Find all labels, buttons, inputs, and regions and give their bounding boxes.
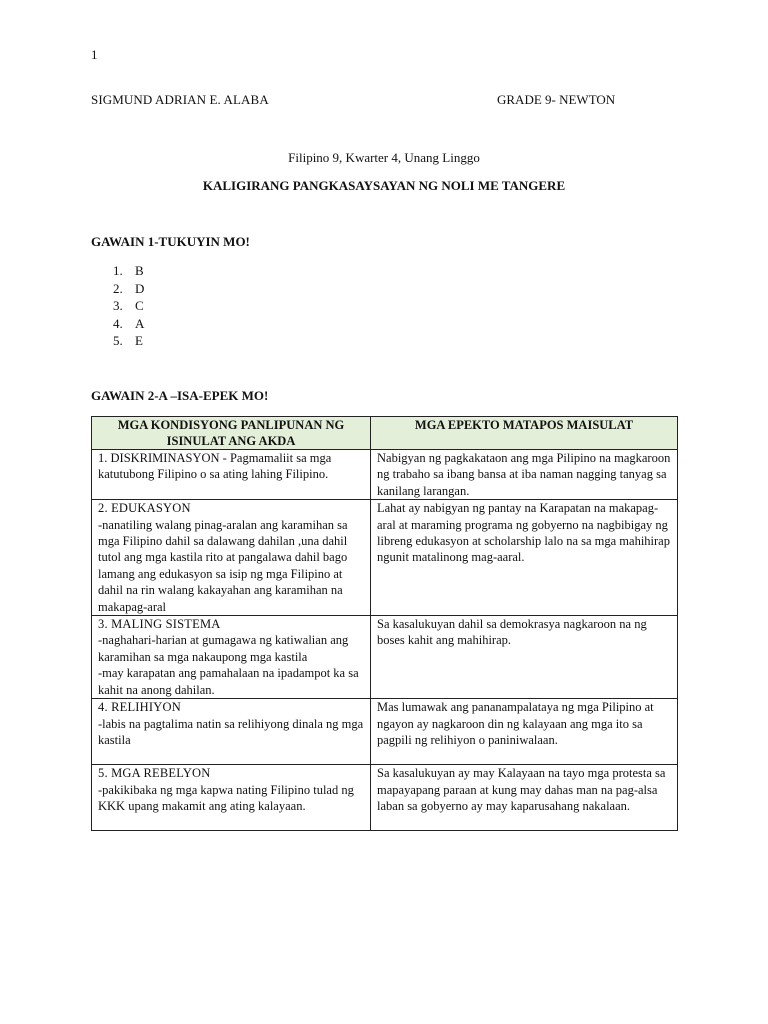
effect-cell: Nabigyan ng pagkakataon ang mga Pilipino na magkaroon ng trabaho sa ibang bansa at iba naman nagging tanyag sa kanilang larangan. <box>371 450 678 500</box>
condition-title: 5. MGA REBELYON <box>98 766 211 781</box>
effect-cell: Sa kasalukuyan ay may Kalayaan na tayo mga protesta sa mapayapang paraan at kung may dahas man na pag-alsa laban sa gobyerno ay may kaparusahang nakalaan. <box>371 765 678 831</box>
effect-cell: Mas lumawak ang pananampalataya ng mga Pilipino at ngayon ay nagkaroon din ng kalayaan ang mga ito sa pagpili ng relihiyon o paniniwalaan. <box>371 699 678 765</box>
answer-item <box>113 280 144 298</box>
effects-table <box>91 416 678 831</box>
condition-title: 3. MALING SISTEMA <box>98 617 221 632</box>
answer-number: 1. <box>113 263 123 278</box>
condition-description: -pakikibaka ng mga kapwa nating Filipino tulad ng KKK upang makamit ang ating kalayaan. <box>98 782 354 813</box>
condition-line: -may karapatan ang pamahalaan na ipadampot ka sa kahit na anong dahilan. <box>98 666 359 697</box>
answer-item <box>113 315 144 333</box>
subject-line: Filipino 9, Kwarter 4, Unang Linggo <box>288 150 480 165</box>
answer-number: 2. <box>113 280 123 296</box>
answer-value: E <box>135 333 143 348</box>
answer-list <box>113 262 144 350</box>
condition-cell <box>92 500 371 616</box>
condition-cell <box>92 450 371 500</box>
author-name: SIGMUND ADRIAN E. ALABA <box>91 92 269 107</box>
condition-title: 2. EDUKASYON <box>98 501 191 516</box>
condition-line: 1. DISKRIMINASYON - Pagmamaliit sa mga <box>98 451 332 465</box>
answer-number: 4. <box>113 315 123 331</box>
condition-line: -naghahari-harian at gumagawa ng katiwalian ang karamihan sa mga nakaupong mga kastila <box>98 633 349 664</box>
gawain1-heading: GAWAIN 1-TUKUYIN MO! <box>91 234 250 249</box>
condition-cell <box>92 616 371 699</box>
answer-item <box>113 332 144 350</box>
answer-number: 5. <box>113 333 123 348</box>
answer-value: D <box>135 280 145 296</box>
document-title: KALIGIRANG PANGKASAYSAYAN NG NOLI ME TANGERE <box>202 178 566 193</box>
answer-value: A <box>135 315 145 331</box>
answer-number: 3. <box>113 298 123 313</box>
table-row <box>92 699 678 765</box>
header-effects: MGA EPEKTO MATAPOS MAISULAT <box>371 417 678 450</box>
grade-section: GRADE 9- NEWTON <box>497 92 616 107</box>
answer-value: C <box>135 298 144 313</box>
header-conditions: MGA KONDISYONG PANLIPUNAN NG ISINULAT ANG AKDA <box>92 417 371 450</box>
answer-item <box>113 262 144 280</box>
condition-cell <box>92 765 371 831</box>
table-row <box>92 450 678 500</box>
effect-cell: Sa kasalukuyan dahil sa demokrasya nagkaroon na ng boses kahit ang mahihirap. <box>371 616 678 699</box>
table-header-row <box>92 417 678 450</box>
condition-description: -nanatiling walang pinag-aralan ang karamihan sa mga Filipino dahil sa dalawang dahilan ,una dahil tutol ang mga kastila rito at pangalawa dahil bago lamang ang edukasyon sa isip ng mga Filipino at dahil na rin walang kakayahan ang karamihan na makapag-aral <box>98 517 348 614</box>
effect-cell: Lahat ay nabigyan ng pantay na Karapatan na makapag-aral at maraming programa ng gobyerno na nagbibigay ng libreng edukasyon at scholarship lalo na sa mga mahihirap ngunit matalinong mag-aaral. <box>371 500 678 616</box>
page-number: 1 <box>91 47 98 62</box>
condition-line: katutubong Filipino o sa ating lahing Filipino. <box>98 467 329 482</box>
condition-cell <box>92 699 371 765</box>
answer-value: B <box>135 263 144 278</box>
answer-item <box>113 297 144 315</box>
table-row <box>92 765 678 831</box>
table-row <box>92 500 678 616</box>
condition-description: -labis na pagtalima natin sa relihiyong dinala ng mga kastila <box>98 716 364 747</box>
table-row <box>92 616 678 699</box>
condition-title: 4. RELIHIYON <box>98 700 181 715</box>
gawain2-heading: GAWAIN 2-A –ISA-EPEK MO! <box>91 388 269 403</box>
